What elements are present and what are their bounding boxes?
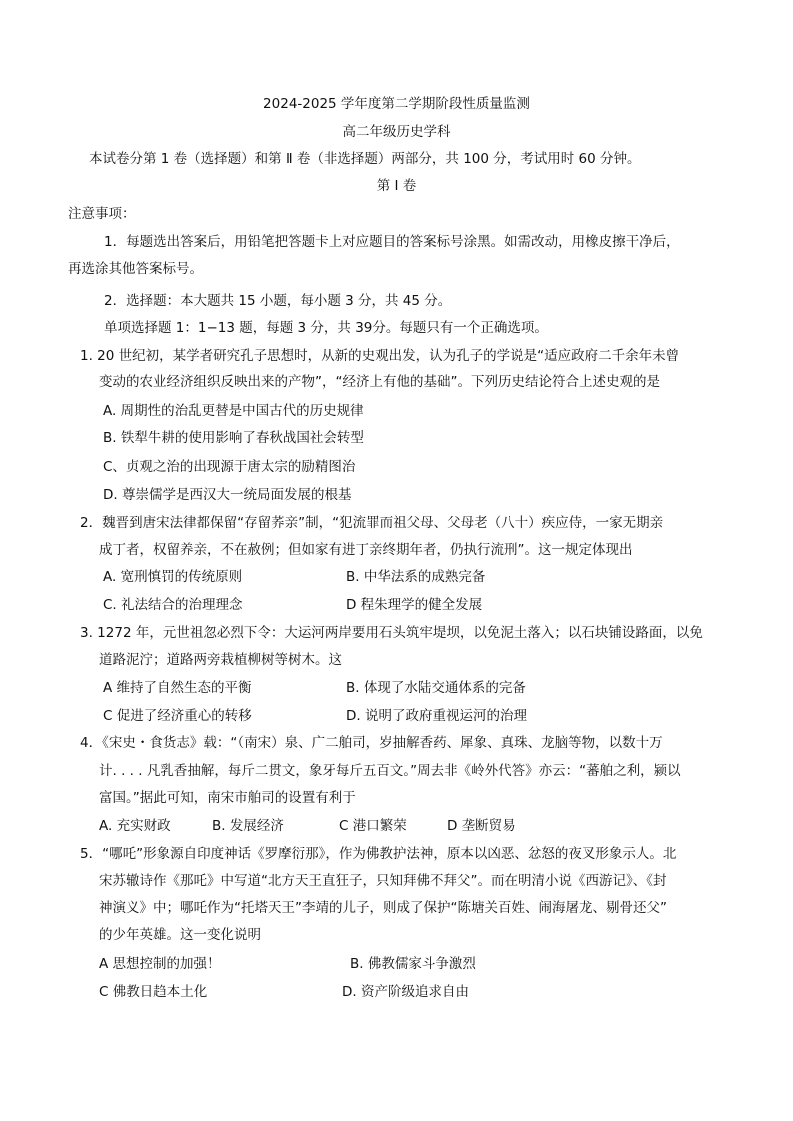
note-1-line-1: 1．每题选出答案后，用铅笔把答题卡上对应题目的答案标号涂黑。如需改动，用橡皮擦干净后，	[104, 234, 680, 250]
q4-option-d: D 垄断贸易	[447, 818, 516, 834]
q5-stem-line-1: 5．“哪吒”形象源自印度神话《罗摩衍那》，作为佛教护法神，原本以凶恶、忿怒的夜叉形象示人。北	[80, 846, 677, 862]
q5-stem-line-3: 神演义》中；哪吒作为“托塔天王”李靖的儿子，则成了保护“陈塘关百姓、闹海屠龙、剔骨还父”	[99, 900, 667, 916]
q5-stem-line-2: 宋苏辙诗作《那吒》中写道“北方天王直狂子，只知拜佛不拜父”。而在明清小说《西游记》、《封	[99, 873, 667, 889]
q4-option-c: C 港口繁荣	[339, 818, 407, 834]
q1-option-b: B. 铁犁牛耕的使用影响了春秋战国社会转型	[103, 430, 364, 446]
notes-heading: 注意事项：	[68, 206, 136, 222]
q5-option-b: B. 佛教儒家斗争激烈	[350, 956, 476, 972]
q1-option-a: A. 周期性的治乱更替是中国古代的历史规律	[103, 403, 364, 419]
q1-stem-line-2: 变动的农业经济组织反映出来的产物”，“经济上有他的基础”。下列历史结论符合上述史观的是	[99, 374, 660, 390]
q5-option-c: C 佛教日趋本土化	[99, 984, 208, 1000]
q4-option-a: A. 充实财政	[99, 818, 171, 834]
q4-stem-line-2: 计. . . . 凡乳香抽解，每斤二贯文，象牙每斤五百文。”周去非《岭外代答》亦云：“蕃舶之利，颍以	[99, 763, 681, 779]
q2-option-b: B. 中华法系的成熟完备	[346, 569, 486, 585]
q3-stem-line-2: 道路泥泞；道路两旁栽植柳树等树木。这	[99, 652, 342, 668]
q3-option-b: B. 体现了水陆交通体系的完备	[346, 680, 526, 696]
exam-title: 2024-2025 学年度第二学期阶段性质量监测	[263, 96, 530, 112]
q1-option-d: D. 尊崇儒学是西汉大一统局面发展的根基	[103, 487, 352, 503]
q1-stem-line-1: 1. 20 世纪初，某学者研究孔子思想时，从新的史观出发，认为孔子的学说是“适应政府二千余年未曾	[80, 348, 680, 364]
q4-stem-line-3: 富国。”据此可知，南宋市舶司的设置有利于	[99, 790, 356, 806]
q1-option-c: C、贞观之治的出现源于唐太宗的励精图治	[103, 459, 356, 475]
q5-option-d: D. 资产阶级追求自由	[342, 984, 469, 1000]
q2-option-c: C. 礼法结合的治理理念	[103, 597, 243, 613]
exam-intro: 本试卷分第 1 卷（选择题）和第 Ⅱ 卷（非选择题）两部分，共 100 分，考试用时 60 分钟。	[89, 151, 641, 167]
q2-option-d: D 程朱理学的健全发展	[346, 597, 483, 613]
q5-option-a: A 思想控制的加强！	[99, 956, 221, 972]
note-2: 2．选择题：本大题共 15 小题，每小题 3 分，共 45 分。	[104, 293, 452, 309]
note-1-line-2: 再选涂其他答案标号。	[68, 261, 203, 277]
q3-option-a: A 维持了自然生态的平衡	[103, 680, 252, 696]
note-3: 单项选择题 1：1−13 题，每题 3 分，共 39分。每题只有一个正确选项。	[104, 320, 548, 336]
q2-stem-line-2: 成丁者，权留养亲，不在赦例；但如家有进丁亲终期年者，仍执行流刑”。这一规定体现出	[99, 542, 633, 558]
q5-stem-line-4: 的少年英雄。这一变化说明	[99, 927, 261, 943]
exam-subtitle: 高二年级历史学科	[342, 124, 451, 140]
q2-stem-line-1: 2．魏晋到唐宋法律都保留“存留荞亲”制，“犯流罪而祖父母、父母老（八十）疾应侍，一家无期亲	[80, 515, 664, 531]
q3-option-c: C 促进了经济重心的转移	[103, 708, 252, 724]
q3-stem-line-1: 3. 1272 年，元世祖忽必烈下令：大运河两岸要用石头筑牢堤坝，以免泥土落入；以石块铺设路面，以免	[80, 625, 703, 641]
q4-stem-line-1: 4．《宋史・食货志》载：“（南宋）泉、广二舶司，岁抽解香药、犀象、真珠、龙脑等物，以数十万	[80, 735, 663, 751]
q3-option-d: D. 说明了政府重视运河的治理	[346, 708, 527, 724]
q4-option-b: B. 发展经济	[212, 818, 284, 834]
volume-heading: 第 I 卷	[376, 178, 417, 194]
q2-option-a: A. 宽刑慎罚的传统原则	[103, 569, 243, 585]
